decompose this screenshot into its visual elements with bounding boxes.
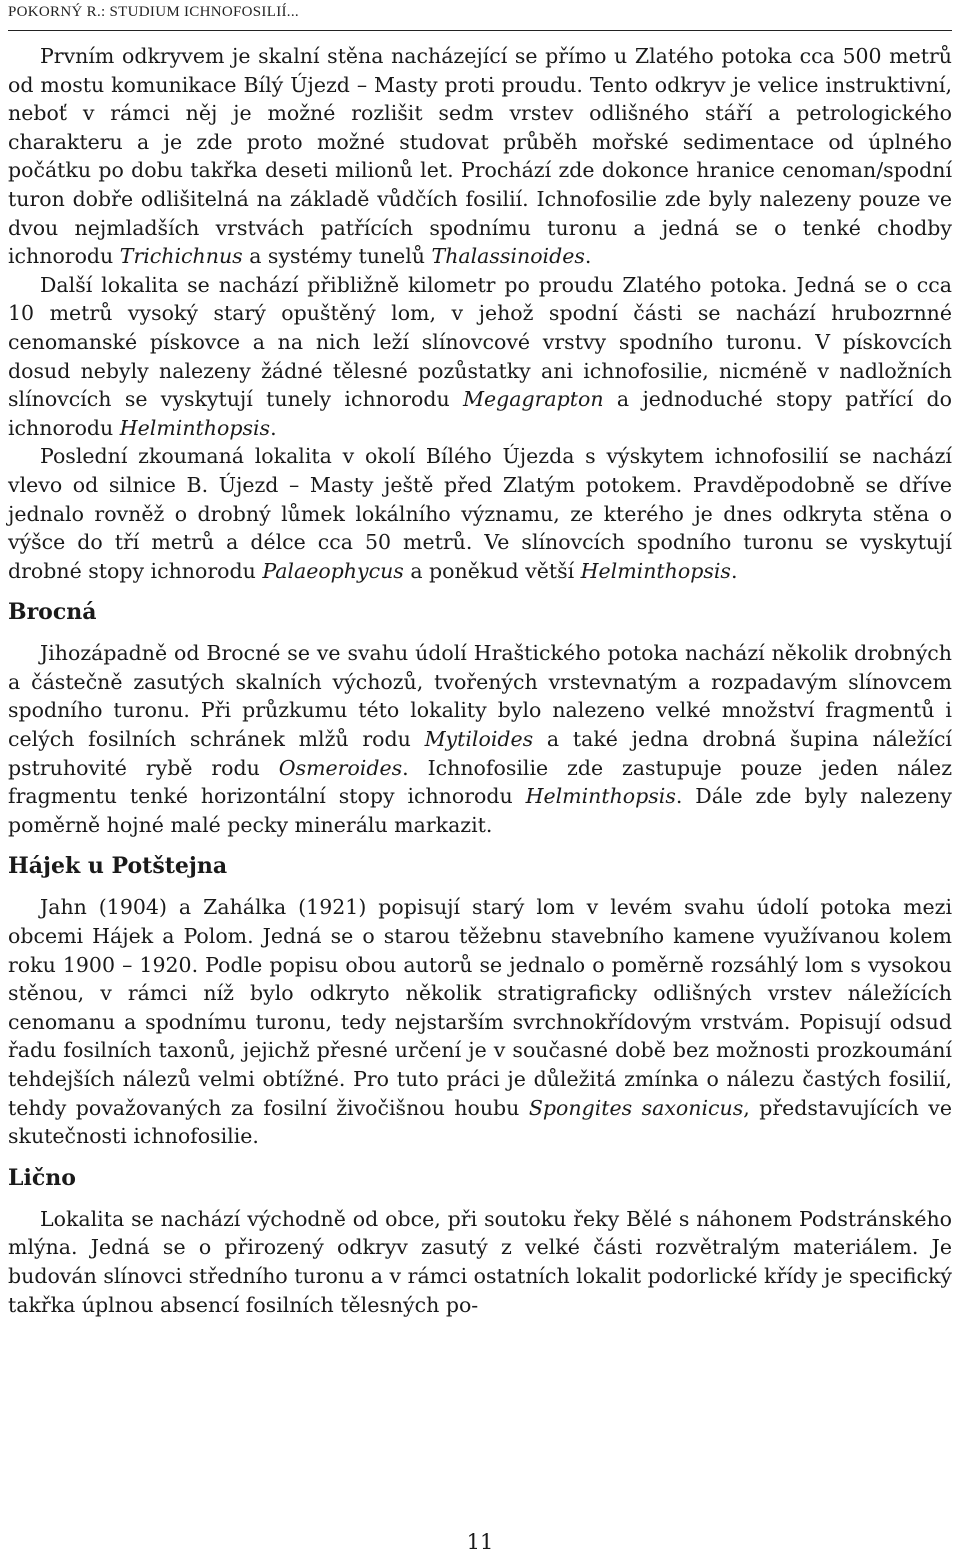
paragraph-brocna: Jihozápadně od Brocné se ve svahu údolí Hraštického potoka nachází několik drobných a částečně zasutých skalních výchozů, tvořených vrstevnatým a rozpadavým slínovcem spodního turonu. Při průzkumu této lokality bylo nalezeno velké množství fragmentů i celých fosilních schránek mlžů rodu Mytiloides a také jedna drobná šupina náležící pstruhovité rybě rodu Osmeroides. Ichnofosilie zde zastupuje pouze jeden nález fragmentu tenké horizontální stopy ichnorodu Helminthopsis. Dále zde byly nalezeny poměrně hojné malé pecky minerálu markazit. <box>8 641 953 837</box>
running-header <box>8 4 952 31</box>
taxon-name: Trichichnus <box>119 244 243 269</box>
paragraph-bily-ujezd-last-locality: Poslední zkoumaná lokalita v okolí Bílého Újezda s výskytem ichnofosilií se nachází vlevo od silnice B. Újezd – Masty ještě před Zlatým potokem. Pravděpodobně se dříve jednalo rovněž o drobný lůmek lokálního významu, ze kterého je dnes odkryta stěna o výšce do tří metrů a délce cca 50 metrů. Ve slínovcích spodního turonu se vyskytují drobné stopy ichnorodu Palaeophycus a poněkud větší Helminthopsis. <box>8 444 952 583</box>
paragraph-zlaty-potok-quarry: Další lokalita se nachází přibližně kilometr po proudu Zlatého potoka. Jedná se o cca 10 metrů vysoký starý opuštěný lom, v jehož spodní části se nachází hrubozrnné cenomanské pískovce a na nich leží slínovcové vrstvy spodního turonu. V pískovcích dosud nebyly nalezeny žádné tělesné pozůstatky ani ichnofosilie, nicméně v nadložních slínovcích se vyskytují tunely ichnorodu Megagrapton a jednoduché stopy patřící do ichnorodu Helminthopsis. <box>8 272 952 440</box>
paragraph-licno: Lokalita se nachází východně od obce, při soutoku řeky Bělé s náhonem Podstránského mlýna. Jedná se o přirozený odkryv zasutý z velké části rozvětralým materiálem. Je budován slínovci středního turonu a v rámci ostatních lokalit podorlické křídy je specifický takřka úplnou absencí fosilních tělesných po- <box>8 1206 952 1317</box>
taxon-name: Thalassinoides <box>431 244 585 269</box>
running-title: POKORNÝ R.: STUDIUM ICHNOFOSILIÍ... <box>8 4 299 20</box>
taxon-name: Palaeophycus <box>262 558 404 583</box>
taxon-name: Helminthopsis <box>119 415 271 440</box>
paragraph-hajek: Jahn (1904) a Zahálka (1921) popisují starý lom v levém svahu údolí potoka mezi obcemi Hájek a Polom. Jedná se o starou těžebnu stavebního kamene využívanou kolem roku 1900 – 1920. Podle popisu obou autorů se jednalo o poměrně rozsáhlý lom s vysokou stěnou, v rámci níž bylo odkryto několik stratigraficky odlišných vrstev náležících cenomanu a spodnímu turonu, tedy nejstarším svrchnokřídovým vrstvám. Popisují odsud řadu fosilních taxonů, jejichž přesné určení je v současné době bez možnosti prozkoumání tehdejších nálezů velmi obtížné. Pro tuto práci je důležitá zmínka o nálezu častých fosilií, tehdy považovaných za fosilní živočišnou houbu Spongites saxonicus, představujících ve skutečnosti ichnofosilie. <box>8 895 953 1149</box>
section-heading-hajek: Hájek u Potštejna <box>8 853 228 880</box>
taxon-name: Helminthopsis <box>580 558 731 583</box>
section-heading-brocna: Brocná <box>8 599 97 626</box>
page-number: 11 <box>466 1530 494 1554</box>
taxon-name: Mytiloides <box>424 727 534 752</box>
taxon-name: Spongites saxonicus <box>528 1095 744 1120</box>
taxon-name: Helminthopsis <box>525 784 676 809</box>
section-heading-licno: Lično <box>8 1164 76 1191</box>
taxon-name: Megagrapton <box>463 387 604 412</box>
taxon-name: Osmeroides <box>278 755 403 780</box>
paragraph-zlaty-potok-first-outcrop: Prvním odkryvem je skalní stěna nacházející se přímo u Zlatého potoka cca 500 metrů od mostu komunikace Bílý Újezd – Masty proti proudu. Tento odkryv je velice instruktivní, neboť v rámci něj je možné rozlišit sedm vrstev odlišného stáří a petrologického charakteru a je zde proto možné studovat průběh mořské sedimentace od úplného počátku po dobu takřka deseti milionů let. Prochází zde dokonce hranice cenoman/spodní turon dobře odlišitelná na základě vůdčích fosilií. Ichnofosilie zde byly nalezeny pouze ve dvou nejmladších vrstvách patřících spodnímu turonu a jedná se o tenké chodby ichnorodu Trichichnus a systémy tunelů Thalassinoides. <box>8 44 952 269</box>
article-body <box>8 42 952 1319</box>
